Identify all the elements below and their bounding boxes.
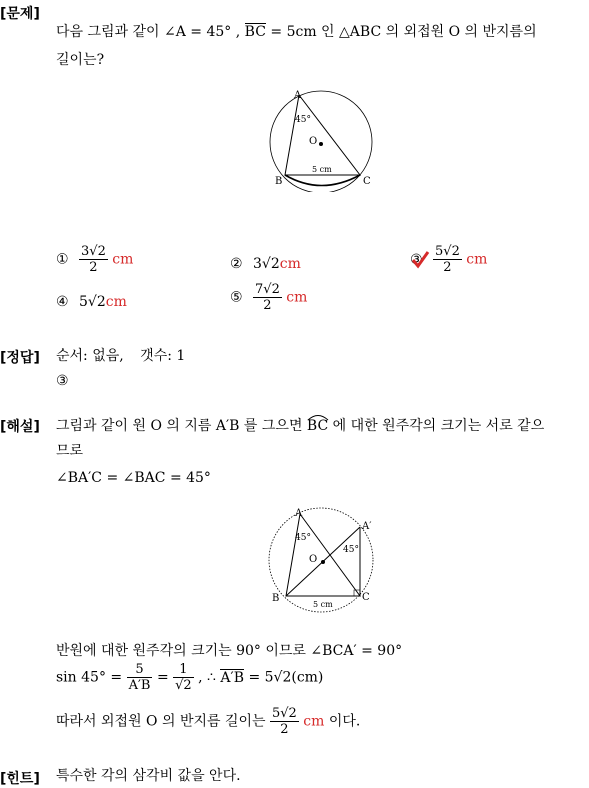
- arc-bc: [285, 175, 360, 186]
- answer-value: ③: [56, 373, 69, 389]
- side-length-label: 5 cm: [313, 600, 333, 609]
- arc-symbol: [307, 413, 329, 421]
- problem-line-2: 길이는?: [56, 52, 105, 68]
- angle-label: 45°: [295, 115, 311, 125]
- explanation-line-5: sin 45° = $\frac{5}{A'B}$ = $\frac{1}{√2}$ , ∴ A′B = 5√2(cm): [56, 662, 324, 693]
- vertex-a: A: [294, 90, 302, 101]
- vertex-a-prime: A′: [362, 521, 372, 532]
- vertex-b: B: [272, 593, 280, 604]
- center-point: [319, 142, 323, 146]
- hint-label: [힌트]: [0, 771, 40, 787]
- answer-label: [정답]: [0, 350, 40, 366]
- figure-triangle-circumcircle: [262, 88, 382, 192]
- problem-label: [문제]: [0, 6, 40, 22]
- explanation-line-3: ∠BA′C = ∠BAC = 45°: [56, 470, 211, 486]
- choice-1: ① $\frac{3√2}{2}$ cm: [56, 244, 134, 275]
- choice-5: ⑤ $\frac{7√2}{2}$ cm: [230, 282, 308, 313]
- explanation-label: [해설]: [0, 419, 40, 435]
- center-o: O: [309, 554, 318, 565]
- checkmark-icon: [410, 250, 430, 270]
- triangle-abc: [285, 95, 360, 175]
- explanation-line-2: 므로: [56, 443, 84, 459]
- hint-text: 특수한 각의 삼각비 값을 안다.: [56, 768, 241, 784]
- triangle-abc: [286, 514, 360, 596]
- vertex-b: B: [275, 176, 283, 187]
- figure-diameter: [262, 504, 382, 614]
- angle-label-a-prime: 45°: [343, 545, 359, 555]
- segment-bc: BC: [244, 24, 266, 40]
- problem-line-1: 다음 그림과 같이 ∠A = 45° , BC = 5cm 인 △ABC 의 외접원 O 의 반지름의: [56, 24, 537, 40]
- vertex-a: A: [295, 508, 303, 519]
- choice-4: ④ 5√2cm: [56, 294, 127, 310]
- vertex-c: C: [362, 592, 370, 603]
- explanation-line-4: 반원에 대한 원주각의 크기는 90° 이므로 ∠BCA′ = 90°: [56, 643, 403, 659]
- choice-2: ② 3√2cm: [230, 256, 301, 272]
- center-o: O: [309, 136, 318, 147]
- vertex-c: C: [363, 176, 371, 187]
- explanation-line-6: 따라서 외접원 O 의 반지름 길이는 $\frac{5√2}{2}$ cm 이다.: [56, 706, 361, 737]
- explanation-line-1: 그림과 같이 원 O 의 지름 A′B 를 그으면 BC 에 대한 원주각의 크기는 서로 같으: [56, 418, 544, 434]
- side-length-label: 5 cm: [312, 165, 332, 174]
- choice-3: ③ $\frac{5√2}{2}$ cm: [410, 244, 488, 275]
- angle-label-a: 45°: [295, 533, 311, 543]
- center-point: [321, 560, 325, 564]
- answer-meta: 순서: 없음, 갯수: 1: [56, 348, 186, 364]
